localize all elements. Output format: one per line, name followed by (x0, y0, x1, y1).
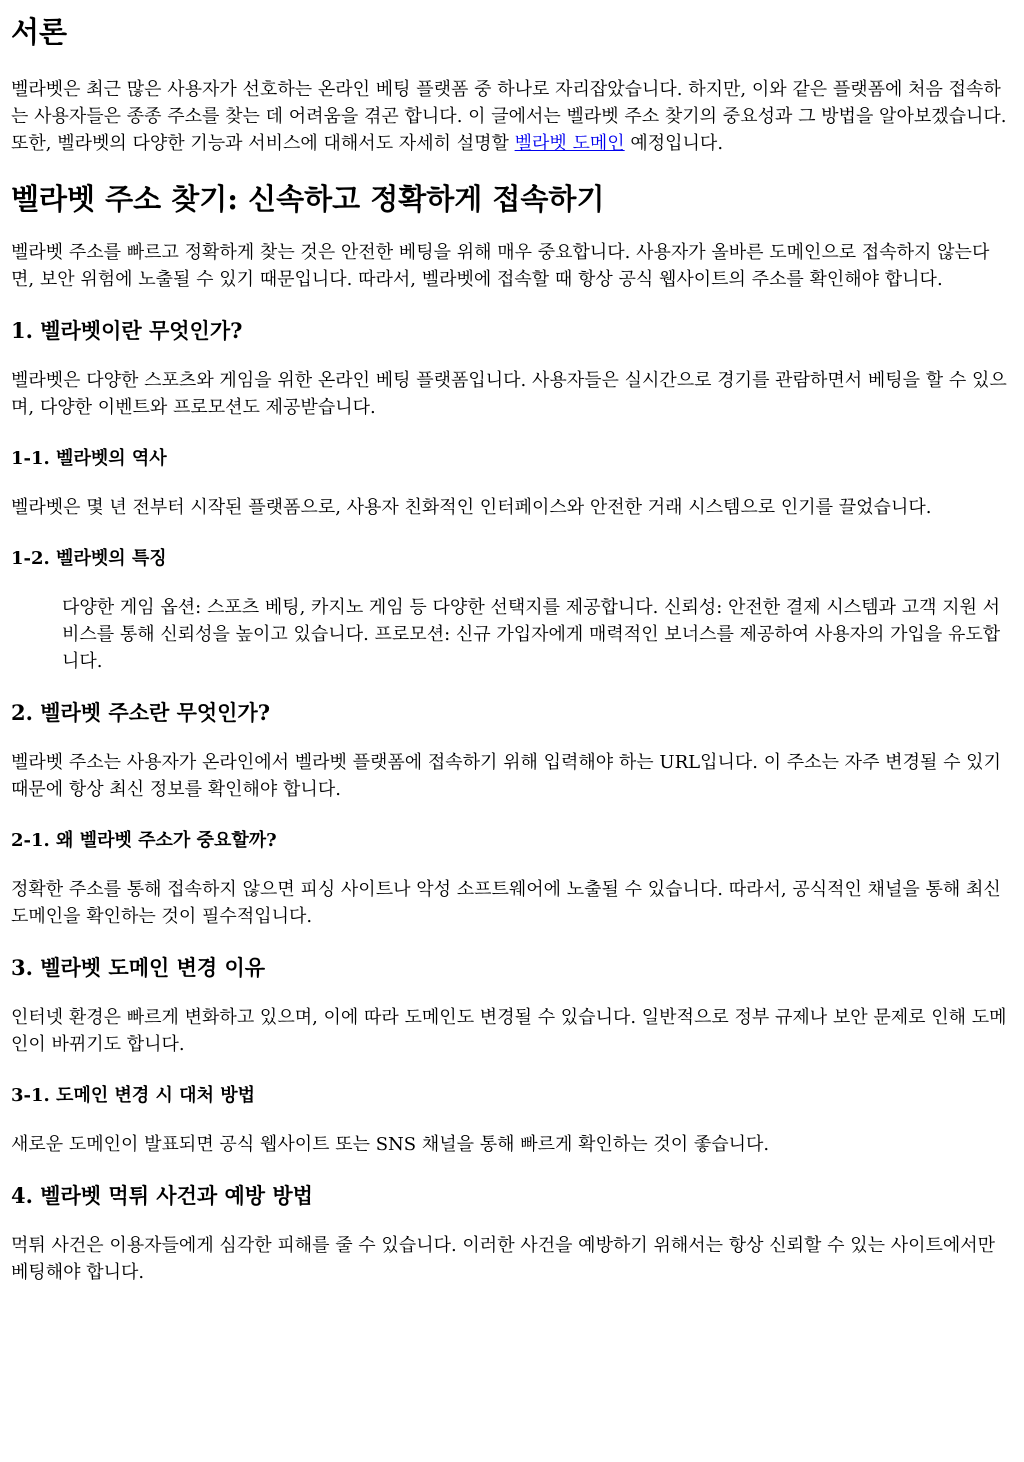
section3-1-heading: 3-1. 도메인 변경 시 대처 방법 (11, 1085, 255, 1106)
section1-2-heading: 1-2. 벨라벳의 특징 (11, 548, 167, 569)
section2-1-heading: 2-1. 왜 벨라벳 주소가 중요할까? (11, 830, 277, 851)
section1-heading: 1. 벨라벳이란 무엇인가? (11, 318, 243, 343)
intro-text-after-link: 예정입니다. (624, 133, 724, 154)
intro-paragraph (11, 76, 1012, 157)
features-quote: 다양한 게임 옵션: 스포츠 베팅, 카지노 게임 등 다양한 선택지를 제공합니다. 신뢰성: 안전한 결제 시스템과 고객 지원 서비스를 통해 신뢰성을 높이고 있습니다. 프로모션: 신규 가입자에게 매력적인 보너스를 제공하여 사용자의 가입을 유도합니다. (62, 597, 1001, 672)
section2-1-paragraph: 정확한 주소를 통해 접속하지 않으면 피싱 사이트나 악성 소프트웨어에 노출될 수 있습니다. 따라서, 공식적인 채널을 통해 최신 도메인을 확인하는 것이 필수적입니다. (11, 879, 1001, 927)
section3-heading: 3. 벨라벳 도메인 변경 이유 (11, 955, 266, 980)
section2-heading: 2. 벨라벳 주소란 무엇인가? (11, 700, 271, 725)
domain-link[interactable]: 벨라벳 도메인 (514, 133, 625, 154)
section1-1-paragraph: 벨라벳은 몇 년 전부터 시작된 플랫폼으로, 사용자 친화적인 인터페이스와 안전한 거래 시스템으로 인기를 끌었습니다. (11, 497, 932, 518)
section1-1-heading: 1-1. 벨라벳의 역사 (11, 448, 167, 469)
main-paragraph: 벨라벳 주소를 빠르고 정확하게 찾는 것은 안전한 베팅을 위해 매우 중요합니다. 사용자가 올바른 도메인으로 접속하지 않는다면, 보안 위험에 노출될 수 있기 때문입니다. 따라서, 벨라벳에 접속할 때 항상 공식 웹사이트의 주소를 확인해야 합니다. (11, 242, 990, 290)
section4-heading: 4. 벨라벳 먹튀 사건과 예방 방법 (11, 1183, 313, 1208)
section3-paragraph: 인터넷 환경은 빠르게 변화하고 있으며, 이에 따라 도메인도 변경될 수 있습니다. 일반적으로 정부 규제나 보안 문제로 인해 도메인이 바뀌기도 합니다. (11, 1007, 1007, 1055)
section3-1-paragraph: 새로운 도메인이 발표되면 공식 웹사이트 또는 SNS 채널을 통해 빠르게 확인하는 것이 좋습니다. (11, 1134, 770, 1155)
main-heading: 벨라벳 주소 찾기: 신속하고 정확하게 접속하기 (11, 182, 605, 216)
section2-paragraph: 벨라벳 주소는 사용자가 온라인에서 벨라벳 플랫폼에 접속하기 위해 입력해야 하는 URL입니다. 이 주소는 자주 변경될 수 있기 때문에 항상 최신 정보를 확인해야 합니다. (11, 752, 1001, 800)
section4-paragraph: 먹튀 사건은 이용자들에게 심각한 피해를 줄 수 있습니다. 이러한 사건을 예방하기 위해서는 항상 신뢰할 수 있는 사이트에서만 베팅해야 합니다. (11, 1235, 996, 1283)
intro-heading: 서론 (11, 15, 68, 49)
article (0, 14, 1024, 1286)
intro-text-before-link: 벨라벳은 최근 많은 사용자가 선호하는 온라인 베팅 플랫폼 중 하나로 자리잡았습니다. 하지만, 이와 같은 플랫폼에 처음 접속하는 사용자들은 종종 주소를 찾는 데 어려움을 겪곤 합니다. 이 글에서는 벨라벳 주소 찾기의 중요성과 그 방법을 알아보겠습니다. 또한, 벨라벳의 다양한 기능과 서비스에 대해서도 자세히 설명할 (11, 79, 1007, 154)
section1-paragraph: 벨라벳은 다양한 스포츠와 게임을 위한 온라인 베팅 플랫폼입니다. 사용자들은 실시간으로 경기를 관람하면서 베팅을 할 수 있으며, 다양한 이벤트와 프로모션도 제공받습니다. (11, 370, 1007, 418)
